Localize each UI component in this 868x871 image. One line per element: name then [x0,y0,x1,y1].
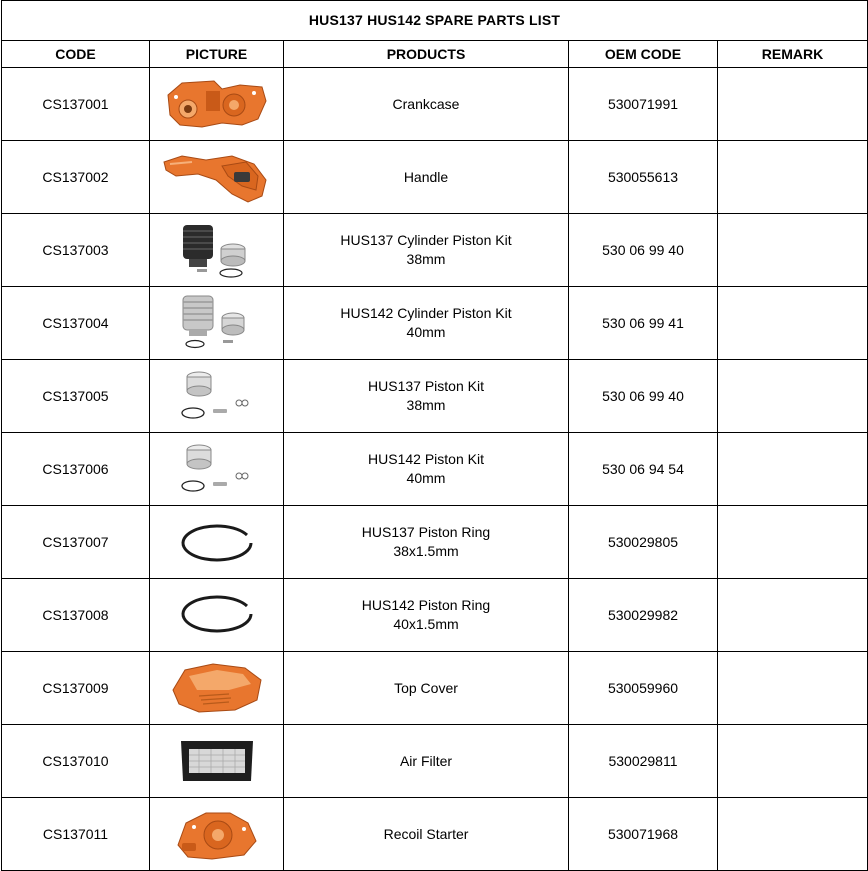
code-cell: CS137007 [2,506,150,579]
code-cell: CS137002 [2,141,150,214]
oem-code-cell: 530071968 [569,798,718,871]
cylinder-piston-kit-black-image [150,214,284,287]
table-row [2,506,868,579]
table-row [2,287,868,360]
oem-code-cell: 530 06 99 40 [569,360,718,433]
product-cell: HUS137 Piston Ring 38x1.5mm [284,506,569,579]
header-row [2,41,868,68]
code-cell: CS137006 [2,433,150,506]
cylinder-piston-kit-silver-image [150,287,284,360]
remark-cell [718,287,868,360]
oem-code-cell: 530 06 94 54 [569,433,718,506]
remark-cell [718,141,868,214]
piston-ring-image [150,506,284,579]
spare-parts-table [1,0,868,871]
remark-cell [718,214,868,287]
top-cover-image [150,652,284,725]
column-header-code: CODE [2,41,150,68]
remark-cell [718,68,868,141]
product-cell: Handle [284,141,569,214]
code-cell: CS137008 [2,579,150,652]
product-cell: HUS142 Piston Kit 40mm [284,433,569,506]
table-row [2,725,868,798]
oem-code-cell: 530 06 99 40 [569,214,718,287]
remark-cell [718,652,868,725]
oem-code-cell: 530 06 99 41 [569,287,718,360]
product-cell: HUS137 Cylinder Piston Kit 38mm [284,214,569,287]
table-row [2,433,868,506]
oem-code-cell: 530029811 [569,725,718,798]
oem-code-cell: 530055613 [569,141,718,214]
product-cell: Crankcase [284,68,569,141]
code-cell: CS137010 [2,725,150,798]
product-cell: Recoil Starter [284,798,569,871]
code-cell: CS137011 [2,798,150,871]
code-cell: CS137001 [2,68,150,141]
table-row [2,68,868,141]
table-row [2,360,868,433]
remark-cell [718,433,868,506]
column-header-picture: PICTURE [150,41,284,68]
oem-code-cell: 530029805 [569,506,718,579]
product-cell: HUS142 Piston Ring 40x1.5mm [284,579,569,652]
air-filter-image [150,725,284,798]
crankcase-image [150,68,284,141]
remark-cell [718,798,868,871]
remark-cell [718,725,868,798]
column-header-products: PRODUCTS [284,41,569,68]
product-cell: Air Filter [284,725,569,798]
piston-ring-image [150,579,284,652]
column-header-oem-code: OEM CODE [569,41,718,68]
table-title: HUS137 HUS142 SPARE PARTS LIST [2,1,868,41]
table-row [2,652,868,725]
column-header-remark: REMARK [718,41,868,68]
code-cell: CS137004 [2,287,150,360]
remark-cell [718,579,868,652]
oem-code-cell: 530071991 [569,68,718,141]
table-row [2,798,868,871]
piston-kit-image [150,433,284,506]
table-row [2,579,868,652]
code-cell: CS137005 [2,360,150,433]
remark-cell [718,360,868,433]
piston-kit-image [150,360,284,433]
code-cell: CS137009 [2,652,150,725]
product-cell: HUS137 Piston Kit 38mm [284,360,569,433]
remark-cell [718,506,868,579]
oem-code-cell: 530029982 [569,579,718,652]
table-row [2,214,868,287]
code-cell: CS137003 [2,214,150,287]
recoil-starter-image [150,798,284,871]
table-row [2,141,868,214]
product-cell: Top Cover [284,652,569,725]
oem-code-cell: 530059960 [569,652,718,725]
product-cell: HUS142 Cylinder Piston Kit 40mm [284,287,569,360]
handle-image [150,141,284,214]
